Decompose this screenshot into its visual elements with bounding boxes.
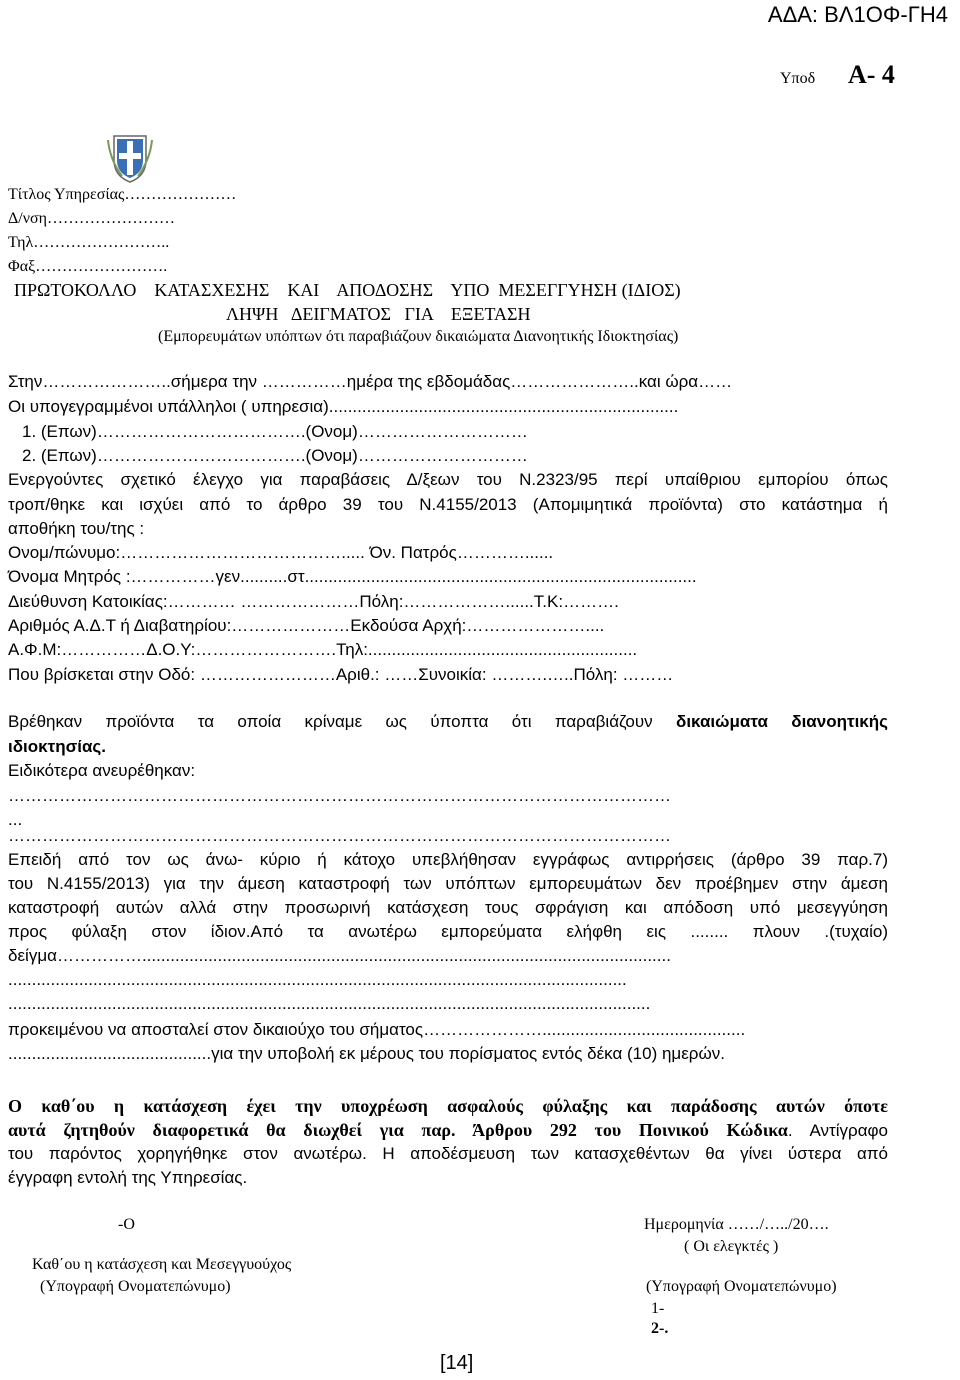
- seized-party-role: Καθ΄ου η κατάσχεση και Μεσεγγυούχος: [32, 1256, 292, 1273]
- id-number-field: Αριθμός Α.Δ.Τ ή Διαβατηρίου:…………………Εκδούσα Αρχή:…………………....: [8, 616, 605, 635]
- inspector-1-number: 1-: [651, 1300, 665, 1317]
- ada-code: ΑΔΑ: ΒΛ1ΟΦ-ΓΗ4: [767, 2, 948, 27]
- legal-basis-line-1: Ενεργούντες σχετικό έλεγχο για παραβάσεις Δ/ξεων του Ν.2323/95 περί υπαίθριου εμπορίου όπως: [8, 470, 888, 489]
- inspectors-label: ( Οι ελεγκτές ): [684, 1238, 779, 1255]
- service-fax: Φαξ…………………….: [8, 258, 168, 275]
- date-time-line: Στην…………………..σήμερα την ……………ημέρα της εβδομάδας…………………..και ώρα……: [8, 372, 733, 391]
- mother-name-field: Όνομα Μητρός :……………γεν..........στ...................................................................................: [8, 567, 697, 586]
- copy-release-line-end: έγγραφη εντολή της Υπηρεσίας.: [8, 1168, 248, 1187]
- found-dots-2: ...: [8, 810, 23, 829]
- sample-dots-1: ...................................................................................................................................: [8, 970, 627, 989]
- copy-release-line: του παρόντος χορηγήθηκε στον ανωτέρω. Η αποδέσμευση των κατασχεθέντων θα γίνει ύστερα από: [8, 1144, 888, 1163]
- found-dots-3: ………………………………………………………………………………………………………: [8, 826, 671, 845]
- seized-party-signature: (Υπογραφή Ονοματεπώνυμο): [40, 1278, 231, 1295]
- found-products-line: Βρέθηκαν προϊόντα τα οποία κρίναμε ως ύποπτα ότι παραβιάζουν δικαιώματα διανοητικής: [8, 712, 888, 731]
- official-1-line: 1. (Επων)……………………………….(Ονομ)…………………………: [22, 422, 528, 441]
- sample-dots-2: ........................................................................................................................................: [8, 994, 651, 1013]
- greek-coat-of-arms-icon: [106, 130, 154, 189]
- tax-id-field: Α.Φ.Μ:……………Δ.Ο.Υ:…………………….Τηλ:.........................................................: [8, 640, 638, 659]
- found-products-line-end: ιδιοκτησίας.: [8, 737, 106, 756]
- document-title: ΠΡΩΤΟΚΟΛΛΟ ΚΑΤΑΣΧΕΣΗΣ ΚΑΙ ΑΠΟΔΟΣΗΣ ΥΠΟ ΜΕΣΕΓΓΥΗΣΗ (ΙΔΙΟΣ): [14, 280, 681, 300]
- rightholder-line: προκειμένου να αποσταλεί στον δικαιούχο του σήματος…………………...........................................: [8, 1020, 746, 1039]
- premises-line: αποθήκη του/της :: [8, 519, 145, 538]
- sample-line: δείγμα……………................................................................................................................: [8, 946, 671, 965]
- service-directorate: Δ/νση……………………: [8, 210, 175, 227]
- objection-line-3: καταστροφή αυτών αλλά στην προσωρινή κατάσχεση τους σφράγιση και απόδοση υπό μεσεγγύηση: [8, 898, 888, 917]
- document-subtitle: ΛΗΨΗ ΔΕΙΓΜΑΤΟΣ ΓΙΑ ΕΞΕΤΑΣΗ: [226, 304, 531, 324]
- custody-warning-line-1: Ο καθ΄ου η κατάσχεση έχει την υποχρέωση ασφαλούς φύλαξης και παράδοσης αυτών όποτε: [8, 1096, 888, 1116]
- form-code: Α- 4: [848, 60, 895, 89]
- inspector-2-number: 2-.: [651, 1320, 669, 1337]
- legal-basis-line-2: τροπ/θηκε και ισχύει από το άρθρο 39 του Ν.4155/2013 (Απομιμητικά προϊόντα) στο κατάστημα ή: [8, 495, 888, 514]
- officials-line: Οι υπογεγραμμένοι υπάλληλοι ( υπηρεσια)..........................................................................: [8, 397, 679, 416]
- address-field: Διεύθυνση Κατοικίας:………… …………………Πόλη:………………......Τ.Κ:……….: [8, 592, 619, 611]
- page-number: [14]: [440, 1352, 474, 1374]
- service-phone: Τηλ……………………..: [8, 234, 170, 251]
- official-2-line: 2. (Επων)……………………………….(Ονομ)…………………………: [22, 446, 528, 465]
- date-field: Ημερομηνία ……/…../20….: [644, 1216, 829, 1233]
- specifically-found-label: Ειδικότερα ανευρέθηκαν:: [8, 761, 196, 780]
- document-scope: (Εμπορευμάτων υπόπτων ότι παραβιάζουν δικαιώματα Διανοητικής Ιδιοκτησίας): [158, 328, 679, 345]
- service-title: Τίτλος Υπηρεσίας…………………: [8, 186, 237, 203]
- location-field: Που βρίσκεται στην Οδό: ……………………Αριθ.: ……Συνοικία: ……….…..Πόλη: ………: [8, 665, 674, 684]
- form-ypod-label: Υποδ: [780, 70, 816, 87]
- seized-party-label: -Ο: [118, 1216, 135, 1233]
- objection-line-2: του Ν.4155/2013) για την άμεση καταστροφή των υπόπτων εμπορευμάτων δεν προέβημεν στην άμεση: [8, 874, 888, 893]
- objection-line-1: Επειδή από τον ως άνω- κύριο ή κάτοχο υπεβλήθησαν εγγράφως αντιρρήσεις (άρθρο 39 παρ.7): [8, 850, 888, 869]
- name-field: Ονομ/πώνυμο:…………………………………..... Όν. Πατρός…………......: [8, 543, 554, 562]
- report-deadline-line: ...........................................για την υποβολή εκ μέρους του πορίσματος εντός δέκα (10) ημερών.: [8, 1044, 725, 1063]
- inspectors-signature: (Υπογραφή Ονοματεπώνυμο): [646, 1278, 837, 1295]
- found-dots-1: ………………………………………………………………………………………………………: [8, 786, 671, 805]
- objection-line-4: προς φύλαξη στον ίδιον.Από τα ανωτέρω εμπορεύματα ελήφθη εις ........ πλουν .(τυχαίο): [8, 922, 888, 941]
- custody-warning-line-2: αυτά ζητηθούν διαφορετικά θα διωχθεί για παρ. Άρθρου 292 του Ποινικού Κώδικα. Αντίγραφο: [8, 1120, 888, 1140]
